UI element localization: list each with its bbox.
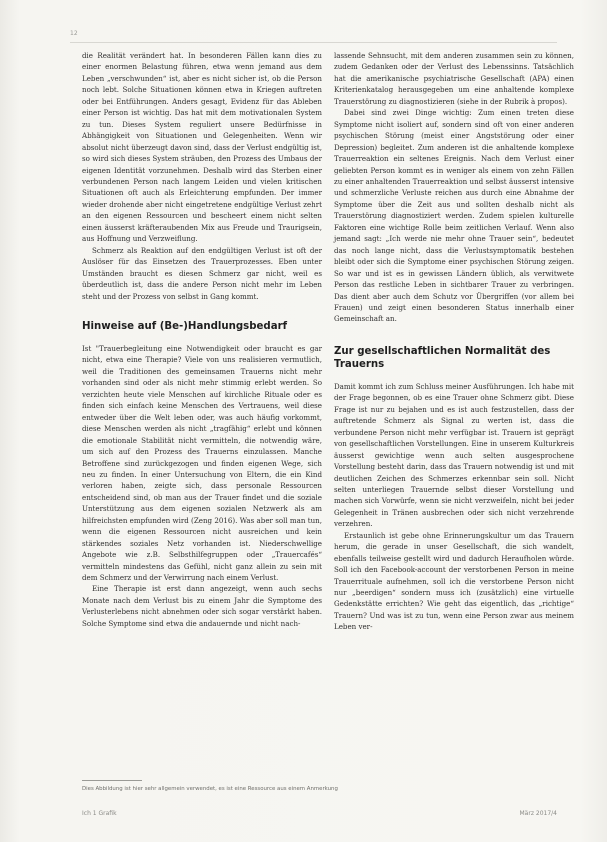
page-number: 12 — [70, 30, 78, 37]
paragraph: die Realität verändert hat. In besonderen Fällen kann dies zu einer enormen Belastung führen, etwa wenn jemand aus dem Leben „verschwunden“ ist, aber es nicht sicher ist, ob die Person noch lebt. Solche Situationen können etwa in Kriegen auftreten oder bei Entführungen. Anders gesagt, Evidenz für das Ableben einer Person ist wichtig. Das hat mit dem motivationalen System zu tun. Dieses System reguliert unsere Bedürfnisse in Abhängigkeit von Situationen und Gelegenheiten. Wenn wir absolut nicht überzeugt davon sind, dass der Verlust endgültig ist, so wird sich dieses System sträuben, den Prozess des Umbaus der eigenen Identität vorzunehmen. Deshalb wird das Sterben einer verbundenen Person nach langem Leiden und vielen kritischen Situationen oft auch als Erleichterung empfunden. Der immer wieder drohende aber nicht eingetretene endgültige Verlust zehrt an den eigenen Ressourcen und bescheert einem nicht selten einen äusserst kräfteraubenden Mix aus Freude und Traurigsein, aus Hoffnung und Verzweiflung. — [82, 51, 322, 244]
paragraph: Erstaunlich ist gebe ohne Erinnerungskultur um das Trauern herum, die gerade in unser Gesellschaft, die sich wandelt, ebenfalls teilweise gestellt wird und dadurch Heraufholen würde. Soll ich den Facebook-account der verstorbenen Person in meine Trauerrituale aufnehmen, soll ich die verstorbene Person nicht nur „beerdigen“ sondern muss ich (zusätzlich) eine virtuelle Gedenkstätte errichten? Wie geht das eigentlich, das „richtige“ Trauern? Und was ist zu tun, wenn eine Person zwar aus meinem Leben ver- — [334, 530, 574, 632]
paragraph: Damit kommt ich zum Schluss meiner Ausführungen. Ich habe mit der Frage begonnen, ob es eine Trauer ohne Schmerz gibt. Diese Frage ist nur zu bejahen und es ist auch festzustellen, dass der auftretende Schmerz als Signal zu werten ist, dass die verbundene Person nicht mehr verfügbar ist. Trauern ist geprägt von gesellschaftlichen Vorstellungen. Eine in unserem Kulturkreis äusserst gewichtige wenn auch selten ausgesprochene Vorstellung besteht darin, dass das Trauern notwendig ist und mit deutlichen Zeichen des Schmerzes erkennbar sein soll. Nicht selten unterliegen Trauernde selbst dieser Vorstellung und machen sich Vorwürfe, wenn sie nicht verzweifeln, nicht bei jeder Gelegenheit in Tränen ausbrechen oder sich nicht verzehrende verzehren. — [334, 381, 574, 529]
footer-left: Ich 1 Grafik — [82, 810, 117, 817]
paragraph: Eine Therapie ist erst dann angezeigt, wenn auch sechs Monate nach dem Verlust bis zu einem Jahr die Symptome des Verlusterlebens nicht abnehmen oder sich sogar verstärkt haben. Solche Symptome sind etwa die andauernde und nicht nach- — [82, 584, 322, 628]
footnote-rule — [82, 780, 142, 781]
paragraph: Schmerz als Reaktion auf den endgültigen Verlust ist oft der Auslöser für das Einsetzen des Trauerprozesses. Eben unter Umständen braucht es diesen Schmerz gar nicht, weil es überdeutlich ist, dass die andere Person nicht mehr im Leben steht und der Prozess von selbst in Gang kommt. — [82, 245, 322, 301]
section-heading: Zur gesellschaftlichen Normalität des Trauerns — [334, 345, 551, 370]
running-footer — [82, 810, 557, 820]
paragraph: Ist "Trauerbegleitung eine Notwendigkeit oder braucht es gar nicht, etwa eine Therapie? Viele von uns realisieren vermutlich, weil die Traditionen des gemeinsamen Trauerns nicht mehr vorhanden sind oder als nicht mehr stimmig erlebt werden. So verzichten heute viele Menschen auf kirchliche Rituale oder es finden sich einfach keine Menschen des Vertrauens, weil diese entweder über die Welt leben oder, was auch häufig vorkommt, diese Menschen werden als nicht „tragfähig“ erlebt und können die emotionale Stabilität nicht vermitteln, die notwendig wäre, um sich auf den Prozess des Trauerns einzulassen. Manche Betroffene sind zurückgezogen und finden eigenen Wege, sich neu zu finden. In einer Untersuchung von Eltern, die ein Kind verloren haben, zeigte sich, dass personale Ressourcen entscheidend sind, ob man aus der Trauer findet und die soziale Unterstützung aus dem eigenen sozialen Netzwerk als am hilfreichsten empfunden wird (Zeng 2016). Was aber soll man tun, wenn die eigenen Ressourcen nicht ausreichen und kein stärkendes soziales Netz vorhanden ist. Niederschwellige Angebote wie z.B. Selbsthilfegruppen oder „Trauercafés“ vermitteln mindestens das Gefühl, nicht ganz allein zu sein mit dem Schmerz und der Verwirrung nach einem Verlust. — [82, 343, 322, 583]
footnote: Dies Abbildung ist hier sehr allgemein verwendet, es ist eine Ressource aus einem Anmerkung — [82, 786, 338, 792]
section-heading: Hinweise auf (Be-)Handlungsbedarf — [82, 320, 288, 332]
footer-right: März 2017/4 — [519, 810, 557, 817]
paragraph: Dabei sind zwei Dinge wichtig: Zum einen treten diese Symptome nicht isoliert auf, sondern sind oft von einer anderen psychischen Störung (meist einer Angststörung oder einer Depression) begleitet. Zum anderen ist die anhaltende komplexe Trauerreaktion ein seltenes Ereignis. Nach dem Verlust einer geliebten Person kommt es in weniger als einem von zehn Fällen zu einer anhaltenden Trauerreaktion und selbst äusserst intensive und schmerzliche Verluste reichen aus durch eine Abnahme der Symptome über die Zeit aus und sollten deshalb nicht als Trauerstörung diagnostiziert werden. Zudem spielen kulturelle Faktoren eine wichtige Rolle beim zeitlichen Verlauf. Wenn also jemand sagt: „Ich werde nie mehr ohne Trauer sein“, bedeutet das noch lange nicht, dass die Verlustsymptomatik bestehen bleibt oder sich die Symptome einer psychischen Störung zeigen. So war und ist es in gewissen Ländern üblich, als verwitwete Person das restliche Leben in sichtbarer Trauer zu verbringen. Das dient aber auch dem Schutz vor Übergriffen (vor allem bei Frauen) und zeigt einen besonderen Status innerhalb einer Gemeinschaft an. — [334, 108, 574, 324]
right-column — [334, 50, 574, 633]
header-rule — [70, 42, 557, 43]
left-column — [82, 50, 322, 629]
running-header — [70, 30, 557, 42]
paragraph: lassende Sehnsucht, mit dem anderen zusammen sein zu können, zudem Gedanken oder der Verlust des Lebenssinns. Tatsächlich hat die amerikanische psychiatrische Gesellschaft (APA) einen Kriterienkatalog herausgegeben um eine anhaltende komplexe Trauerstörung zu diagnostizieren (siehe in der Rubrik à propos). — [334, 51, 574, 106]
